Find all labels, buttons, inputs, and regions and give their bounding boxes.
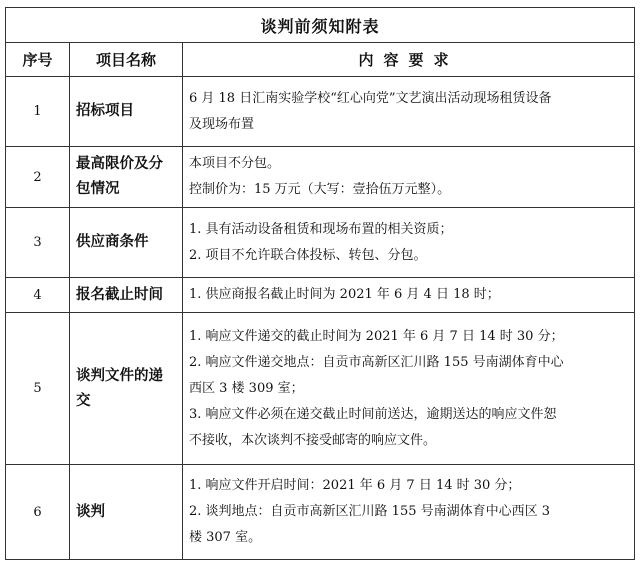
header-no: 序号 xyxy=(6,43,70,77)
item-name: 招标项目 xyxy=(70,77,183,147)
table-title: 谈判前须知附表 xyxy=(6,8,635,43)
item-name: 供应商条件 xyxy=(70,208,183,278)
header-name: 项目名称 xyxy=(70,43,183,77)
content-line: 及现场布置 xyxy=(189,116,255,132)
content-line: 控制价为：15 万元（大写：壹拾伍万元整）。 xyxy=(189,182,451,197)
item-name: 谈判 xyxy=(70,465,183,560)
row-number: 4 xyxy=(6,278,70,313)
row-number: 3 xyxy=(6,208,70,278)
table-row xyxy=(6,208,635,278)
content-line: 2. 响应文件递交地点：自贡市高新区汇川路 155 号南湖体育中心 xyxy=(189,354,564,370)
content-line: 本项目不分包。 xyxy=(189,156,281,171)
content-line: 西区 3 楼 309 室； xyxy=(189,380,304,396)
table-row xyxy=(6,313,635,465)
item-name: 最高限价及分包情况 xyxy=(70,147,183,208)
content-line: 1. 具有活动设备租赁和现场布置的相关资质； xyxy=(189,221,453,237)
content-line: 1. 供应商报名截止时间为 2021 年 6 月 4 日 18 时； xyxy=(189,287,500,302)
content-line: 楼 307 室。 xyxy=(189,530,262,545)
header-row xyxy=(6,43,635,77)
content-line: 6 月 18 日汇南实验学校“红心向党”文艺演出活动现场租赁设备 xyxy=(189,90,552,106)
item-content xyxy=(183,465,635,560)
content-line: 3. 响应文件必须在递交截止时间前送达，逾期送达的响应文件恕 xyxy=(189,406,557,422)
table-row xyxy=(6,77,635,147)
table-row xyxy=(6,465,635,560)
notice-table xyxy=(5,7,635,560)
row-number: 2 xyxy=(6,147,70,208)
item-content xyxy=(183,278,635,313)
header-requirements: 内容要求 xyxy=(183,43,635,77)
notice-table-container xyxy=(5,7,634,560)
content-line: 2. 项目不允许联合体投标、转包、分包。 xyxy=(189,247,427,263)
content-line: 1. 响应文件开启时间：2021 年 6 月 7 日 14 时 30 分； xyxy=(189,478,521,493)
item-content xyxy=(183,313,635,465)
row-number: 5 xyxy=(6,313,70,465)
table-row xyxy=(6,147,635,208)
content-line: 1. 响应文件递交的截止时间为 2021 年 6 月 7 日 14 时 30 分； xyxy=(189,328,564,344)
row-number: 1 xyxy=(6,77,70,147)
row-number: 6 xyxy=(6,465,70,560)
item-name: 谈判文件的递交 xyxy=(70,313,183,465)
content-line: 不接收，本次谈判不接受邮寄的响应文件。 xyxy=(189,432,437,448)
content-line: 2. 谈判地点：自贡市高新区汇川路 155 号南湖体育中心西区 3 xyxy=(189,504,551,519)
table-row xyxy=(6,278,635,313)
item-content xyxy=(183,77,635,147)
item-name: 报名截止时间 xyxy=(70,278,183,313)
item-content xyxy=(183,147,635,208)
item-content xyxy=(183,208,635,278)
